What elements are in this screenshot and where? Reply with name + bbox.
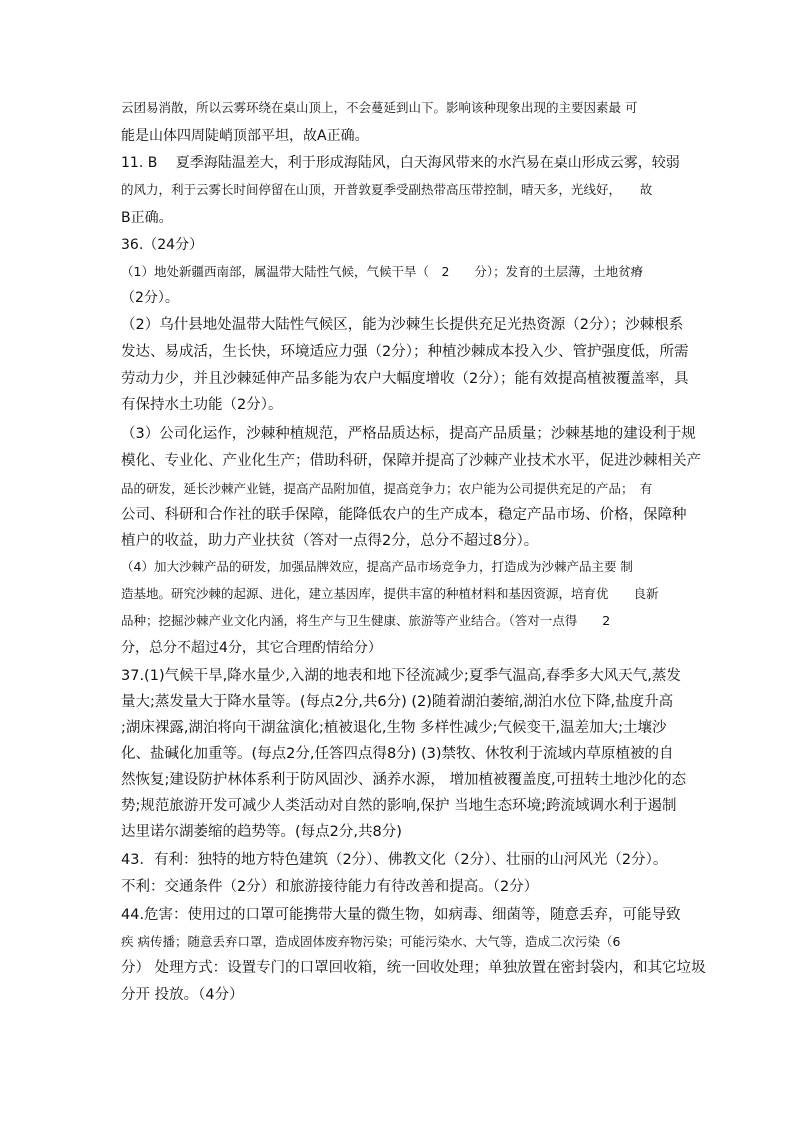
text-line: 劳动力少，并且沙棘延伸产品多能为农户大幅度增收（2分）；能有效提高植被覆盖率，具 [121, 371, 689, 387]
text-line: 分，总分不超过4分，其它合理酌情给分） [121, 640, 382, 656]
text-line: （4）加大沙棘产品的研发，加强品牌效应，提高产品市场竞争力，打造成为沙棘产品主要 制 [121, 559, 633, 574]
text-line: 分） 处理方式：设置专门的口罩回收箱，统一回收处理；单独放置在密封袋内，和其它垃圾 [121, 960, 706, 976]
text-line: 模化、专业化、产业化生产；借助科研，保障并提高了沙棘产业技术水平，促进沙棘相关产 [121, 453, 701, 469]
section-heading: 36.（24分） [121, 237, 204, 253]
text-line: （2）乌什县地处温带大陆性气候区，能为沙棘生长提供充足光热资源（2分）；沙棘根系 [121, 317, 684, 333]
text-line: 的风力，利于云雾长时间停留在山顶，开普敦夏季受副热带高压带控制，晴天多，光线好， 故 [121, 182, 653, 197]
text-line: 然恢复;建设防护林体系利于防风固沙、涵养水源， 增加植被覆盖度,可扭转土地沙化的态 [121, 772, 687, 788]
text-line: 公司、科研和合作社的联手保障，能降低农户的生产成本，稳定产品市场、价格，保障种 [121, 507, 687, 523]
text-line: 达里诺尔湖萎缩的趋势等。(每点2分,共8分) [121, 824, 402, 840]
text-line: 量大;蒸发量大于降水量等。(每点2分,共6分) (2)随着湖泊萎缩,湖泊水位下降,盐度升高 [121, 694, 674, 710]
text-line: 43．有利：独特的地方特色建筑（2分）、佛教文化（2分）、壮丽的山河风光（2分）。 [121, 852, 668, 868]
text-line: 化、盐碱化加重等。(每点2分,任答四点得8分) (3)禁牧、休牧利于流域内草原植被的自 [121, 746, 674, 762]
text-line: 品的研发，延长沙棘产业链，提高产品附加值，提高竞争力；农户能为公司提供充足的产品； 有 [121, 481, 653, 496]
text-line: （3）公司化运作，沙棘种植规范，严格品质达标，提高产品质量；沙棘基地的建设利于规 [121, 426, 696, 442]
text-line: B正确。 [121, 210, 173, 226]
text-line: 不利：交通条件（2分）和旅游接待能力有待改善和提高。（2分） [121, 879, 539, 895]
text-line: 37.(1)气候干旱,降水量少,入湖的地表和地下径流减少;夏季气温高,春季多大风天气,蒸发 [121, 668, 681, 684]
text-line: 造基地。研究沙棘的起源、进化，建立基因库，提供丰富的种植材料和基因资源，培育优 良新 [121, 586, 659, 601]
text-line: 势;规范旅游开发可减少人类活动对自然的影响,保护 当地生态环境;跨流域调水利于遏制 [121, 798, 677, 814]
text-line: ;湖床裸露,湖泊将向干湖盆演化;植被退化,生物 多样性减少;气候变干,温差加大;土壤沙 [121, 720, 667, 736]
text-line: 云团易消散，所以云雾环绕在桌山顶上，不会蔓延到山下。影响该种现象出现的主要因素最 可 [121, 100, 638, 115]
text-line: （2分）。 [121, 290, 179, 306]
text-line: 发达、易成活，生长快，环境适应力强（2分）；种植沙棘成本投入少、管护强度低，所需 [121, 344, 689, 360]
text-line: （1）地处新疆西南部，属温带大陆性气候，气候干旱（ 2 分）；发育的土层薄，土地贫瘠 [121, 264, 644, 279]
text-line: 分开 投放。（4分） [121, 987, 244, 1003]
text-line: 品种；挖掘沙棘产业文化内涵，将生产与卫生健康、旅游等产业结合。（答对一点得 2 [121, 613, 611, 628]
text-line: 有保持水土功能（2分）。 [121, 397, 283, 413]
text-line: 植户的收益，助力产业扶贫（答对一点得2分，总分不超过8分）。 [121, 533, 539, 549]
text-line: 11. B 夏季海陆温差大，利于形成海陆风，白天海风带来的水汽易在桌山形成云雾，较弱 [121, 155, 680, 171]
text-line: 疾 病传播；随意丢弃口罩，造成固体废弃物污染；可能污染水、大气等，造成二次污染（6 [121, 934, 621, 949]
text-line: 能是山体四周陡峭顶部平坦，故A正确。 [121, 128, 369, 144]
text-line: 44.危害：使用过的口罩可能携带大量的微生物，如病毒、细菌等，随意丢弃，可能导致 [121, 907, 681, 923]
